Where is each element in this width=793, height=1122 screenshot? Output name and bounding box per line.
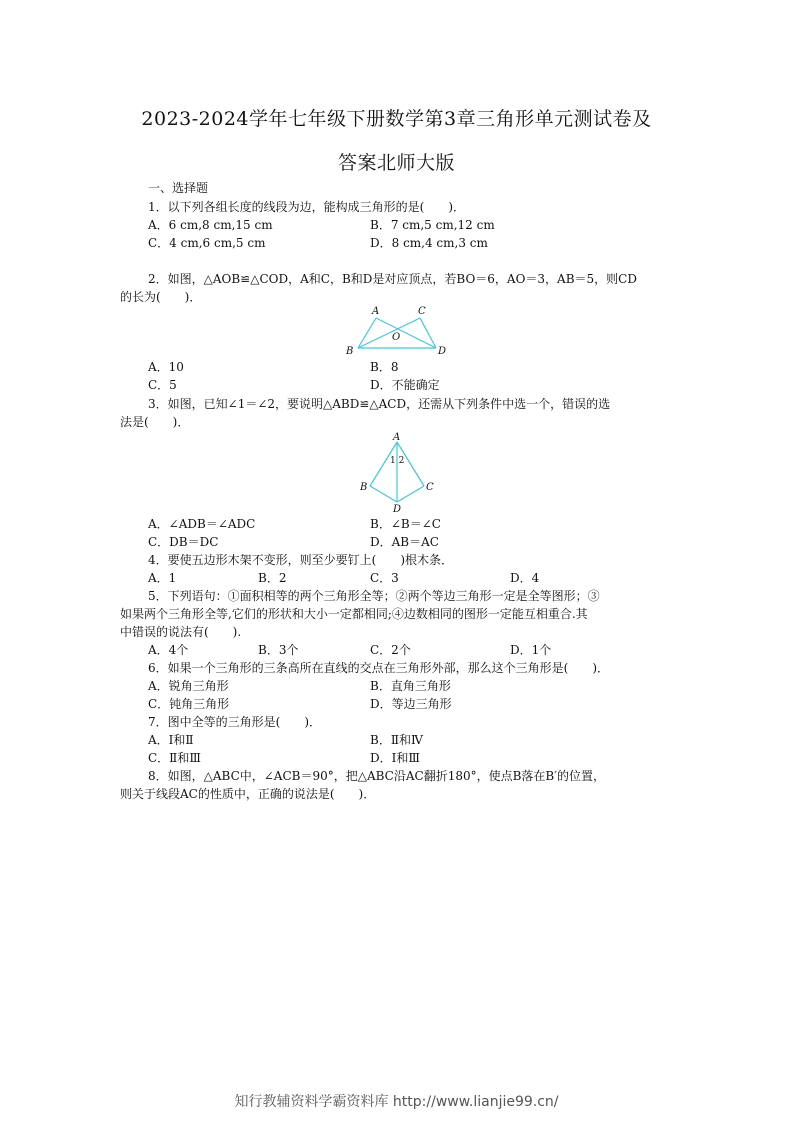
q2-figure [340, 302, 452, 360]
q7-option-b: B．Ⅱ和Ⅳ [370, 733, 423, 747]
footer-watermark[interactable]: 知行教辅资料学霸资料库 http://www.lianjie99.cn/ [234, 1094, 559, 1110]
q3-label-b: B [360, 482, 368, 493]
q2-label-c: C [418, 306, 426, 317]
q3-figure [356, 430, 440, 514]
q7-option-d: D．Ⅰ和Ⅲ [370, 751, 420, 765]
q5-option-d: D．1个 [510, 643, 552, 657]
q2-label-b: B [346, 346, 354, 357]
q4-option-d: D．4 [510, 571, 540, 585]
section-heading: 一、选择题 [148, 181, 209, 195]
q4-option-b: B．2 [258, 571, 287, 585]
q2-option-a: A．10 [148, 360, 184, 374]
q3-label-c: C [426, 482, 434, 493]
q5-option-b: B．3个 [258, 643, 299, 657]
page-title: 2023-2024学年七年级下册数学第3章三角形单元测试卷及 [141, 108, 652, 130]
q4-option-c: C．3 [370, 571, 399, 585]
q8-stem-line2: 则关于线段AC的性质中，正确的说法是( )． [120, 787, 376, 801]
q1-stem: 1．以下列各组长度的线段为边，能构成三角形的是( )． [148, 200, 466, 214]
q5-stem-line1: 5．下列语句：①面积相等的两个三角形全等；②两个等边三角形一定是全等图形；③ [148, 589, 600, 603]
q2-stem-line1: 2．如图，△AOB≌△COD，A和C，B和D是对应顶点，若BO＝6，AO＝3，AB＝5，则CD [148, 272, 637, 286]
q5-stem-line2: 如果两个三角形全等,它们的形状和大小一定都相同;④边数相同的图形一定能互相重合.其 [120, 607, 588, 621]
q7-option-c: C．Ⅱ和Ⅲ [148, 751, 201, 765]
q5-option-a: A．4个 [148, 643, 189, 657]
q3-label-a: A [393, 432, 401, 443]
q6-option-c: C．钝角三角形 [148, 697, 230, 711]
q3-option-a: A．∠ADB＝∠ADC [148, 517, 256, 531]
q1-option-d: D．8 cm,4 cm,3 cm [370, 236, 488, 250]
q1-option-a: A．6 cm,8 cm,15 cm [148, 218, 273, 232]
q2-stem-line2: 的长为( )． [120, 290, 202, 304]
q5-option-c: C．2个 [370, 643, 411, 657]
q2-label-o: O [392, 332, 401, 343]
q3-option-c: C．DB＝DC [148, 535, 219, 549]
q6-option-d: D．等边三角形 [370, 697, 452, 711]
q2-option-b: B．8 [370, 360, 399, 374]
q4-option-a: A．1 [148, 571, 177, 585]
q3-option-d: D．AB＝AC [370, 535, 439, 549]
q3-option-b: B．∠B＝∠C [370, 517, 441, 531]
q2-option-d: D．不能确定 [370, 378, 440, 392]
q6-stem: 6．如果一个三角形的三条高所在直线的交点在三角形外部，那么这个三角形是( )． [148, 661, 610, 675]
q1-option-c: C．4 cm,6 cm,5 cm [148, 236, 266, 250]
q3-stem-line2: 法是( )． [120, 415, 190, 429]
q2-option-c: C．5 [148, 378, 177, 392]
q2-label-d: D [438, 346, 447, 357]
q8-stem-line1: 8．如图，△ABC中，∠ACB＝90°，把△ABC沿AC翻折180°，使点B落在B′的位置， [148, 769, 605, 783]
q3-label-d: D [393, 504, 402, 514]
page-title-line2: 答案北师大版 [337, 152, 455, 174]
q1-option-b: B．7 cm,5 cm,12 cm [370, 218, 495, 232]
q7-stem: 7．图中全等的三角形是( )． [148, 715, 321, 729]
q6-option-b: B．直角三角形 [370, 679, 451, 693]
q3-label-angles: 1 2 [390, 456, 405, 466]
q4-stem: 4．要使五边形木架不变形，则至少要钉上( )根木条． [148, 553, 454, 567]
q2-label-a: A [372, 306, 380, 317]
q6-option-a: A．锐角三角形 [148, 679, 229, 693]
q3-stem-line1: 3．如图，已知∠1＝∠2，要说明△ABD≌△ACD，还需从下列条件中选一个，错误的选 [148, 397, 611, 411]
q7-option-a: A．Ⅰ和Ⅱ [148, 733, 194, 747]
q5-stem-line3: 中错误的说法有( ). [120, 625, 242, 639]
